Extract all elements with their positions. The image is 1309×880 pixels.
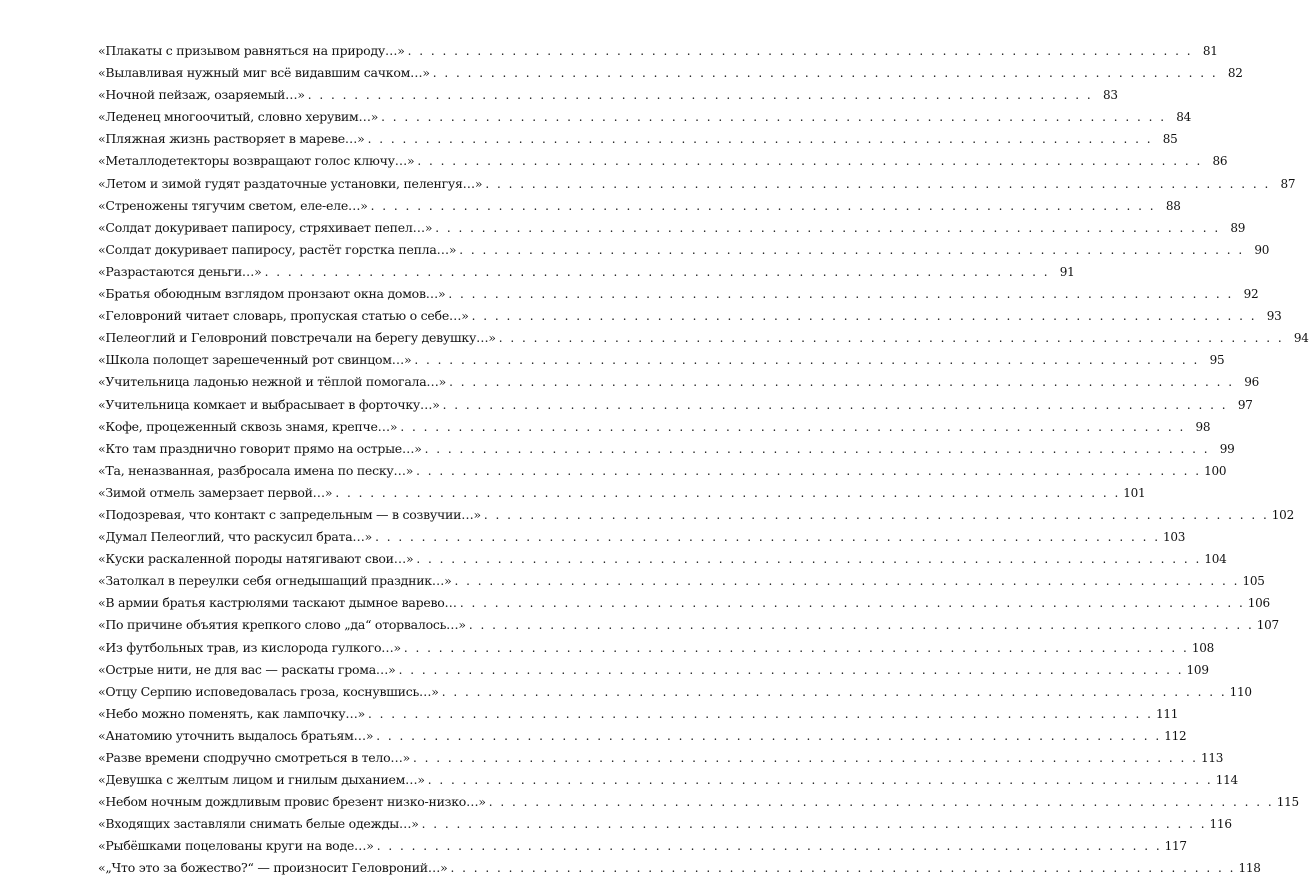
toc-entry[interactable] [98,725,1187,747]
dot-leader [368,703,1153,725]
dot-leader [422,813,1207,835]
toc-entry-page: 116 [1209,817,1232,832]
dot-leader [459,239,1244,261]
toc-entry-title: «Пелеоглий и Геловроний повстречали на берегу девушку…» [98,330,496,346]
toc-entry-page: 92 [1243,287,1259,302]
toc-entry-title: «Из футбольных трав, из кислорода гулкого…» [98,639,401,655]
toc-entry-title: «Входящих заставляли снимать белые одежды…» [98,816,419,832]
toc-entry-page: 90 [1254,242,1270,257]
toc-entry[interactable] [98,394,1253,416]
toc-entry[interactable] [98,769,1238,791]
toc-entry-title: «В армии братья кастрюлями таскают дымное варево… [98,595,457,611]
toc-entry[interactable] [98,592,1270,614]
dot-leader [472,305,1257,327]
toc-entry[interactable] [98,349,1225,371]
toc-entry-page: 103 [1163,530,1186,545]
toc-entry-title: «По причине объятия крепкого слово „да“ оторвалось…» [98,617,466,633]
toc-entry[interactable] [98,62,1243,84]
toc-entry-title: «Учительница ладонью нежной и тёплой помогала…» [98,374,447,390]
toc-entry-title: «Металлодетекторы возвращают голос ключу…» [98,153,415,169]
toc-entry-page: 112 [1164,728,1187,743]
toc-entry-title: «Братья обоюдным взглядом пронзают окна домов…» [98,286,446,302]
toc-entry-title: «Подозревая, что контакт с запредельным — в созвучии…» [98,506,481,522]
toc-entry[interactable] [98,261,1075,283]
toc-entry-page: 108 [1191,640,1214,655]
toc-entry-page: 99 [1219,441,1235,456]
toc-entry-title: «Леденец многоочитый, словно херувим…» [98,109,379,125]
dot-leader [413,747,1198,769]
toc-entry[interactable] [98,327,1309,349]
toc-entry-title: «Пляжная жизнь растворяет в мареве…» [98,131,365,147]
toc-entry-title: «Затолкал в переулки себя огнедышащий праздник…» [98,573,452,589]
dot-leader [408,40,1193,62]
toc-entry[interactable] [98,195,1181,217]
toc-entry-title: «Зимой отмель замерзает первой…» [98,484,333,500]
toc-entry-title: «Рыбёшками поцелованы круги на воде…» [98,838,374,854]
dot-leader [371,195,1156,217]
toc-entry-title: «Та, неназванная, разбросала имена по песку…» [98,462,414,478]
toc-entry-title: «Кто там празднично говорит прямо на острые…» [98,440,422,456]
toc-entry-title: «Учительница комкает и выбрасывает в форточку…» [98,396,440,412]
toc-entry-title: «Куски раскаленной породы натягивают свои…» [98,551,414,567]
toc-entry-page: 101 [1123,485,1146,500]
dot-leader [308,84,1093,106]
toc-entry[interactable] [98,150,1228,172]
dot-leader [433,62,1218,84]
toc-entry-title: «Вылавливая нужный миг всё видавшим сачком…» [98,65,430,81]
toc-entry-page: 96 [1244,375,1260,390]
toc-entry[interactable] [98,857,1261,879]
toc-entry-page: 88 [1165,198,1181,213]
toc-entry-title: «Девушка с желтым лицом и гнилым дыханием…» [98,772,425,788]
dot-leader [449,371,1234,393]
toc-entry[interactable] [98,791,1299,813]
toc-entry-title: «Небо можно поменять, как лампочку…» [98,705,366,721]
toc-entry[interactable] [98,813,1232,835]
dot-leader [425,438,1210,460]
dot-leader [485,173,1270,195]
toc-entry-page: 114 [1215,773,1238,788]
dot-leader [265,261,1050,283]
toc-entry-page: 95 [1209,353,1225,368]
toc-entry[interactable] [98,504,1294,526]
toc-entry[interactable] [98,570,1265,592]
toc-entry-title: «Думал Пелеоглий, что раскусил брата…» [98,529,373,545]
toc-entry-title: «Острые нити, не для вас — раскаты грома…» [98,661,396,677]
dot-leader [499,327,1284,349]
toc-entry[interactable] [98,416,1211,438]
toc-entry-page: 111 [1155,706,1179,721]
dot-leader [368,128,1153,150]
toc-entry[interactable] [98,371,1260,393]
toc-entry-page: 107 [1256,618,1279,633]
toc-entry-title: «Анатомию уточнить выдалось братьям…» [98,727,374,743]
toc-entry-title: «Разве времени сподручно смотреться в тело…» [98,750,411,765]
dot-leader [414,349,1199,371]
dot-leader [435,217,1220,239]
dot-leader [416,460,1201,482]
dot-leader [443,394,1228,416]
toc-entry-title: «„Что это за божество?“ — произносит Геловроний…» [98,860,448,876]
toc-entry[interactable] [98,614,1279,636]
toc-entry[interactable] [98,84,1118,106]
dot-leader [417,150,1202,172]
toc-entry[interactable] [98,438,1235,460]
toc-entry[interactable] [98,173,1296,195]
dot-leader [428,769,1213,791]
toc-entry-page: 97 [1237,397,1253,412]
toc-entry-page: 81 [1202,44,1218,58]
toc-entry[interactable] [98,526,1186,548]
toc-entry[interactable] [98,835,1187,857]
toc-entry[interactable] [98,40,1218,62]
toc-entry-title: «Небом ночным дождливым провис брезент низко-низко…» [98,794,486,810]
toc-entry[interactable] [98,703,1179,725]
toc-entry[interactable] [98,283,1259,305]
toc-entry-title: «Отцу Серпию исповедовалась гроза, коснувшись…» [98,683,439,699]
toc-entry[interactable] [98,106,1192,128]
dot-leader [460,592,1245,614]
toc-entry-page: 98 [1195,419,1211,434]
table-of-contents [98,40,1309,880]
dot-leader [404,637,1189,659]
dot-leader [381,106,1166,128]
toc-entry[interactable] [98,637,1214,659]
toc-entry-page: 105 [1242,574,1265,589]
dot-leader [375,526,1160,548]
toc-entry[interactable] [98,460,1227,482]
toc-entry-page: 87 [1280,176,1296,191]
dot-leader [489,791,1274,813]
toc-entry-title: «Разрастаются деньги…» [98,263,262,279]
toc-entry-page: 94 [1293,331,1309,346]
toc-entry[interactable] [98,217,1246,239]
toc-entry-page: 115 [1276,795,1299,810]
toc-entry-page: 82 [1227,66,1243,81]
toc-entry-page: 110 [1229,684,1252,699]
toc-entry-page: 85 [1162,132,1178,147]
toc-entry-page: 83 [1102,88,1118,103]
dot-leader [377,835,1162,857]
toc-entry-page: 86 [1212,154,1228,169]
toc-entry-page: 113 [1200,751,1224,765]
toc-entry[interactable] [98,239,1270,261]
dot-leader [451,857,1236,879]
toc-entry-title: «Солдат докуривает папиросу, растёт горстка пепла…» [98,241,457,257]
dot-leader [416,548,1201,570]
dot-leader [448,283,1233,305]
dot-leader [455,570,1240,592]
toc-entry-title: «Летом и зимой гудят раздаточные установки, пеленгуя…» [98,175,483,191]
dot-leader [400,416,1185,438]
toc-entry[interactable] [98,747,1224,769]
toc-entry-title: «Плакаты с призывом равняться на природу…» [98,43,405,58]
toc-entry-title: «Геловроний читает словарь, пропуская статью о себе…» [98,308,469,324]
dot-leader [469,614,1254,636]
toc-entry-page: 93 [1266,309,1282,324]
toc-entry-page: 91 [1059,264,1075,279]
toc-entry-page: 102 [1271,507,1294,522]
toc-entry-page: 118 [1238,861,1261,876]
toc-entry[interactable] [98,659,1209,681]
dot-leader [399,659,1184,681]
toc-entry[interactable] [98,482,1146,504]
toc-entry-page: 109 [1186,662,1209,677]
toc-entry-title: «Ночной пейзаж, озаряемый…» [98,87,305,103]
toc-entry-title: «Школа полощет зарешеченный рот свинцом…» [98,352,412,368]
toc-entry-title: «Солдат докуривает папиросу, стряхивает пепел…» [98,219,433,235]
toc-entry[interactable] [98,305,1282,327]
toc-entry[interactable] [98,548,1227,570]
toc-entry-page: 104 [1204,552,1227,567]
toc-entry-title: «Кофе, процеженный сквозь знамя, крепче…» [98,418,398,434]
dot-leader [335,482,1120,504]
dot-leader [376,725,1161,747]
toc-entry-title: «Стреножены тягучим светом, еле-еле…» [98,197,368,213]
toc-entry-page: 100 [1204,463,1227,478]
toc-entry-page: 84 [1176,110,1192,125]
dot-leader [442,681,1227,703]
toc-entry-page: 117 [1164,839,1187,854]
toc-entry[interactable] [98,128,1178,150]
toc-entry[interactable] [98,681,1252,703]
toc-entry-page: 89 [1230,220,1246,235]
dot-leader [484,504,1269,526]
toc-entry-page: 106 [1247,596,1270,611]
